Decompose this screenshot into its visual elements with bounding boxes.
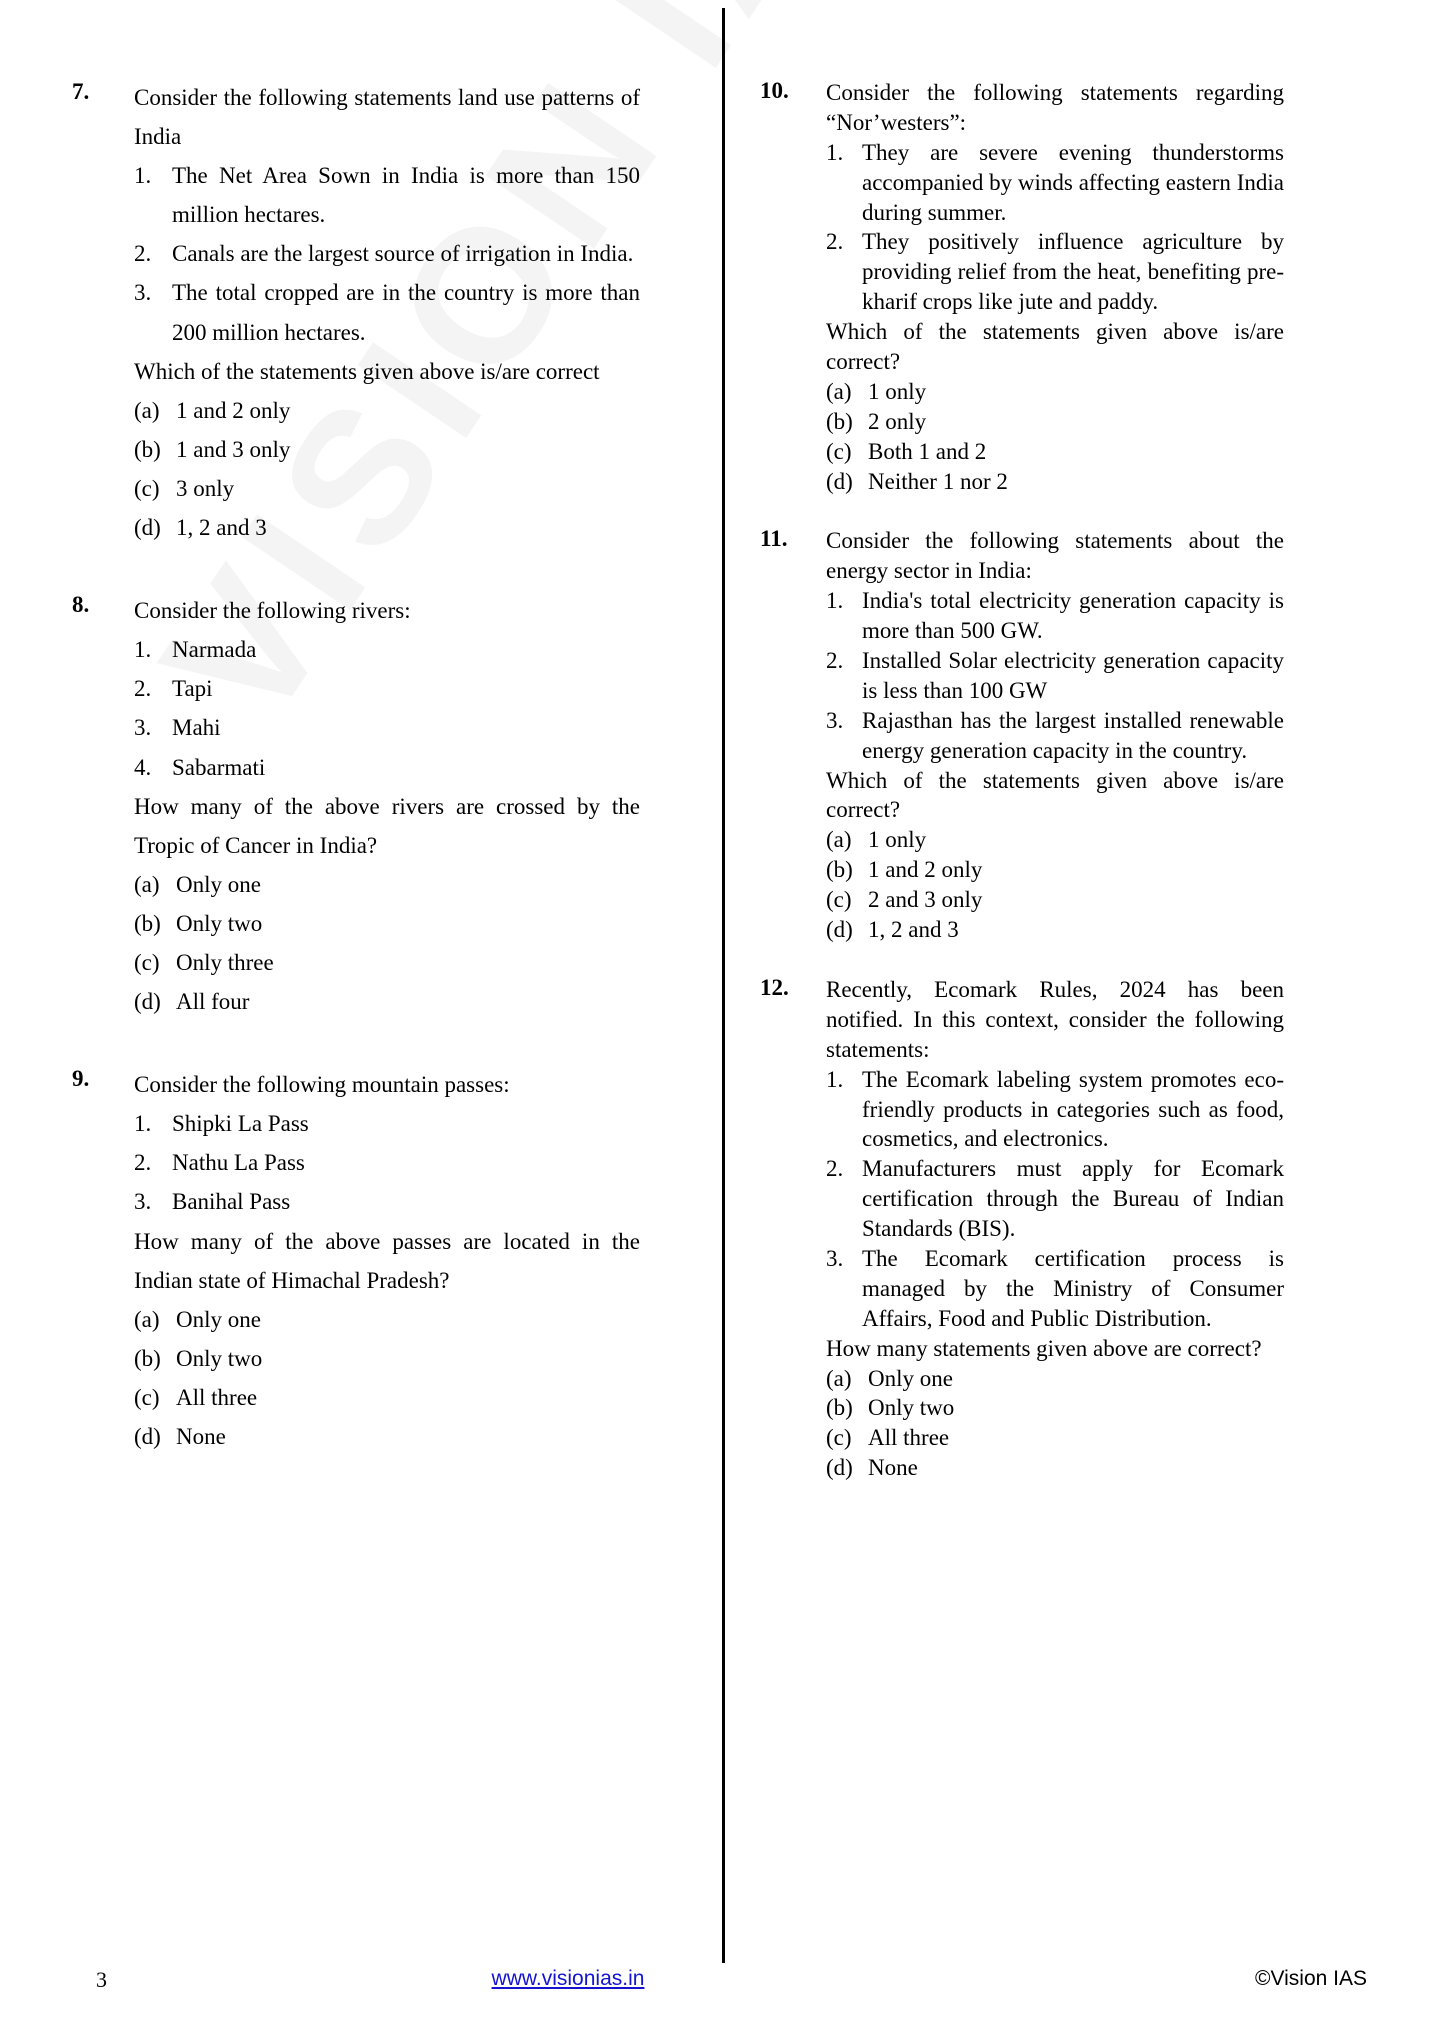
option-key: (d) <box>826 1455 853 1481</box>
statement-number: 3. <box>134 1189 152 1215</box>
question-spacer <box>760 945 1284 975</box>
statement-item <box>826 586 1284 646</box>
option-key: (a) <box>826 827 852 853</box>
statement-list <box>826 138 1284 317</box>
statement-number: 3. <box>826 707 844 733</box>
question-stem: Consider the following rivers: <box>134 598 411 624</box>
question-body <box>826 975 1284 1483</box>
statement-number: 1. <box>134 163 152 189</box>
question-spacer <box>760 496 1284 526</box>
statement-list <box>826 586 1284 765</box>
statement-text: Canals are the largest source of irrigation in India. <box>172 241 634 267</box>
option-text: 2 only <box>868 408 927 434</box>
statement-number: 4. <box>134 754 152 780</box>
statement-item <box>826 227 1284 317</box>
option-key: (a) <box>134 1306 160 1332</box>
statement-number: 2. <box>826 648 844 674</box>
statement-item <box>134 234 640 273</box>
question-ask: How many of the above rivers are crossed by the Tropic of Cancer in India? <box>134 793 640 858</box>
question-body <box>134 78 640 547</box>
statement-text: The Ecomark certification process is managed by the Ministry of Consumer Affairs, Food and Public Distribution. <box>862 1245 1284 1331</box>
option-c[interactable] <box>134 943 640 982</box>
statement-number: 2. <box>134 676 152 702</box>
option-c[interactable] <box>826 1423 1284 1453</box>
option-text: None <box>868 1455 918 1481</box>
question-11 <box>760 526 1284 944</box>
option-text: Only two <box>176 910 263 936</box>
question-12 <box>760 975 1284 1483</box>
question-body <box>826 526 1284 944</box>
option-a[interactable] <box>134 865 640 904</box>
option-b[interactable] <box>826 855 1284 885</box>
option-key: (d) <box>134 1424 161 1449</box>
statement-list <box>134 1104 640 1221</box>
statement-text: They are severe evening thunderstorms accompanied by winds affecting eastern India during summer. <box>862 139 1284 225</box>
question-number: 7. <box>72 79 90 104</box>
option-key: (b) <box>134 436 161 462</box>
statement-text: The Net Area Sown in India is more than 150 million hectares. <box>172 163 640 228</box>
question-stem: Recently, Ecomark Rules, 2024 has been notified. In this context, consider the following statements: <box>826 976 1284 1062</box>
website-link[interactable]: www.visionias.in <box>491 1967 645 1990</box>
statement-list <box>134 630 640 786</box>
statement-item <box>134 630 640 669</box>
question-ask: Which of the statements given above is/are correct? <box>826 319 1284 375</box>
option-list <box>826 377 1284 497</box>
question-7 <box>72 78 640 547</box>
copyright-notice: ©Vision IAS <box>1255 1967 1367 1990</box>
statement-number: 1. <box>134 637 152 663</box>
option-b[interactable] <box>134 1339 640 1378</box>
option-a[interactable] <box>826 377 1284 407</box>
statement-text: India's total electricity generation capacity is more than 500 GW. <box>862 588 1284 644</box>
option-list <box>134 1300 640 1456</box>
option-text: 3 only <box>176 475 235 501</box>
option-text: Both 1 and 2 <box>868 438 987 464</box>
question-8 <box>72 591 640 1021</box>
question-ask: How many statements given above are correct? <box>826 1335 1262 1361</box>
option-text: Only one <box>176 871 261 897</box>
option-key: (b) <box>134 1345 161 1371</box>
statement-text: Tapi <box>172 676 213 702</box>
page-number: 3 <box>96 1967 107 1992</box>
option-key: (b) <box>826 857 853 883</box>
option-c[interactable] <box>134 469 640 508</box>
question-ask: How many of the above passes are located in the Indian state of Himachal Pradesh? <box>134 1228 640 1293</box>
option-key: (b) <box>134 910 161 936</box>
statement-item <box>826 1154 1284 1244</box>
option-key: (c) <box>826 887 852 913</box>
option-d[interactable] <box>134 982 640 1021</box>
statement-number: 3. <box>826 1245 844 1271</box>
left-column <box>72 78 678 2043</box>
option-key: (c) <box>134 949 160 975</box>
option-text: 1 and 3 only <box>176 436 291 462</box>
statement-list <box>134 156 640 351</box>
question-stem: Consider the following statements regarding “Nor’westers”: <box>826 80 1284 135</box>
option-text: Neither 1 nor 2 <box>868 468 1008 494</box>
question-stem: Consider the following statements land use patterns of India <box>134 85 640 150</box>
statement-item <box>826 1244 1284 1334</box>
question-number: 10. <box>760 78 789 103</box>
option-a[interactable] <box>134 391 640 430</box>
option-c[interactable] <box>134 1378 640 1417</box>
option-text: All three <box>176 1384 258 1410</box>
statement-text: Mahi <box>172 715 221 741</box>
question-body <box>134 1065 640 1456</box>
statement-text: Narmada <box>172 637 257 663</box>
option-text: Only two <box>176 1345 263 1371</box>
option-text: 1 and 2 only <box>868 857 983 883</box>
question-9 <box>72 1065 640 1456</box>
option-key: (c) <box>826 438 852 464</box>
statement-text: Installed Solar electricity generation capacity is less than 100 GW <box>862 648 1284 703</box>
statement-text: The total cropped are in the country is more than 200 million hectares. <box>172 280 640 345</box>
statement-text: Banihal Pass <box>172 1189 291 1215</box>
question-ask: Which of the statements given above is/are correct? <box>826 767 1284 823</box>
statement-list <box>826 1065 1284 1334</box>
question-number: 12. <box>760 974 789 1000</box>
option-key: (c) <box>134 475 160 501</box>
question-stem: Consider the following mountain passes: <box>134 1072 510 1098</box>
statement-number: 1. <box>826 139 844 165</box>
option-key: (d) <box>134 989 161 1015</box>
statement-text: Manufacturers must apply for Ecomark certification through the Bureau of Indian Standards (BIS). <box>862 1156 1284 1242</box>
question-ask: Which of the statements given above is/are correct <box>134 358 600 384</box>
option-text: Only one <box>868 1365 953 1391</box>
option-d[interactable] <box>134 508 640 547</box>
statement-text: Sabarmati <box>172 754 266 780</box>
option-list <box>134 865 640 1021</box>
option-key: (c) <box>134 1384 160 1410</box>
statement-text: Nathu La Pass <box>172 1150 305 1176</box>
option-a[interactable] <box>826 825 1284 855</box>
option-key: (a) <box>826 1365 852 1391</box>
option-c[interactable] <box>826 437 1284 467</box>
option-key: (c) <box>826 1425 852 1451</box>
statement-item <box>826 646 1284 706</box>
option-key: (a) <box>134 397 160 423</box>
option-text: Only two <box>868 1395 955 1421</box>
option-text: None <box>176 1424 226 1449</box>
option-text: All three <box>868 1425 950 1451</box>
option-key: (a) <box>826 378 852 404</box>
option-list <box>826 825 1284 945</box>
question-number: 11. <box>760 526 788 552</box>
question-spacer <box>72 547 640 591</box>
statement-item <box>134 156 640 234</box>
option-text: Only one <box>176 1306 261 1332</box>
option-b[interactable] <box>826 1393 1284 1423</box>
question-number: 9. <box>72 1066 90 1092</box>
option-d[interactable] <box>826 1453 1284 1483</box>
option-a[interactable] <box>826 1364 1284 1394</box>
statement-text: They positively influence agriculture by providing relief from the heat, benefiting pre-kharif crops like jute and paddy. <box>862 229 1284 315</box>
statement-item <box>134 669 640 708</box>
option-text: 1 and 2 only <box>176 397 291 423</box>
option-text: 1, 2 and 3 <box>176 515 267 541</box>
statement-item <box>134 273 640 351</box>
option-d[interactable] <box>134 1417 640 1456</box>
statement-item <box>134 1143 640 1182</box>
option-text: 1, 2 and 3 <box>868 917 959 943</box>
statement-number: 1. <box>826 588 844 614</box>
statement-number: 1. <box>826 1066 844 1092</box>
statement-number: 2. <box>826 229 844 255</box>
statement-item <box>826 706 1284 766</box>
option-d[interactable] <box>826 915 1284 945</box>
statement-number: 2. <box>134 241 152 267</box>
option-key: (d) <box>134 515 161 541</box>
option-text: 1 only <box>868 378 927 404</box>
option-text: Only three <box>176 949 274 975</box>
page-footer <box>0 1967 1445 1997</box>
option-list <box>134 391 640 547</box>
option-key: (d) <box>826 917 853 943</box>
statement-item <box>826 1065 1284 1155</box>
statement-item <box>826 138 1284 228</box>
statement-text: Shipki La Pass <box>172 1111 309 1137</box>
option-b[interactable] <box>826 407 1284 437</box>
statement-item <box>134 1104 640 1143</box>
option-text: 1 only <box>868 827 927 853</box>
option-d[interactable] <box>826 467 1284 497</box>
option-b[interactable] <box>134 430 640 469</box>
option-key: (b) <box>826 1395 853 1421</box>
option-text: 2 and 3 only <box>868 887 983 913</box>
option-a[interactable] <box>134 1300 640 1339</box>
statement-number: 3. <box>134 715 152 741</box>
option-key: (a) <box>134 871 160 897</box>
option-list <box>826 1364 1284 1484</box>
question-10 <box>760 78 1284 496</box>
statement-number: 2. <box>826 1156 844 1182</box>
option-c[interactable] <box>826 885 1284 915</box>
statement-item <box>134 748 640 787</box>
statement-item <box>134 1182 640 1221</box>
statement-text: Rajasthan has the largest installed renewable energy generation capacity in the country. <box>862 707 1284 763</box>
option-key: (b) <box>826 408 853 434</box>
question-spacer <box>72 1021 640 1065</box>
statement-number: 3. <box>134 280 152 306</box>
question-body <box>826 78 1284 496</box>
question-number: 8. <box>72 592 90 618</box>
option-key: (d) <box>826 468 853 494</box>
question-body <box>134 591 640 1021</box>
statement-text: The Ecomark labeling system promotes eco-friendly products in categories such as food, cosmetics, and electronics. <box>862 1066 1284 1152</box>
statement-item <box>134 708 640 747</box>
option-text: All four <box>176 989 250 1015</box>
question-stem: Consider the following statements about the energy sector in India: <box>826 528 1284 584</box>
right-column <box>678 78 1284 2043</box>
option-b[interactable] <box>134 904 640 943</box>
statement-number: 1. <box>134 1111 152 1137</box>
statement-number: 2. <box>134 1150 152 1176</box>
